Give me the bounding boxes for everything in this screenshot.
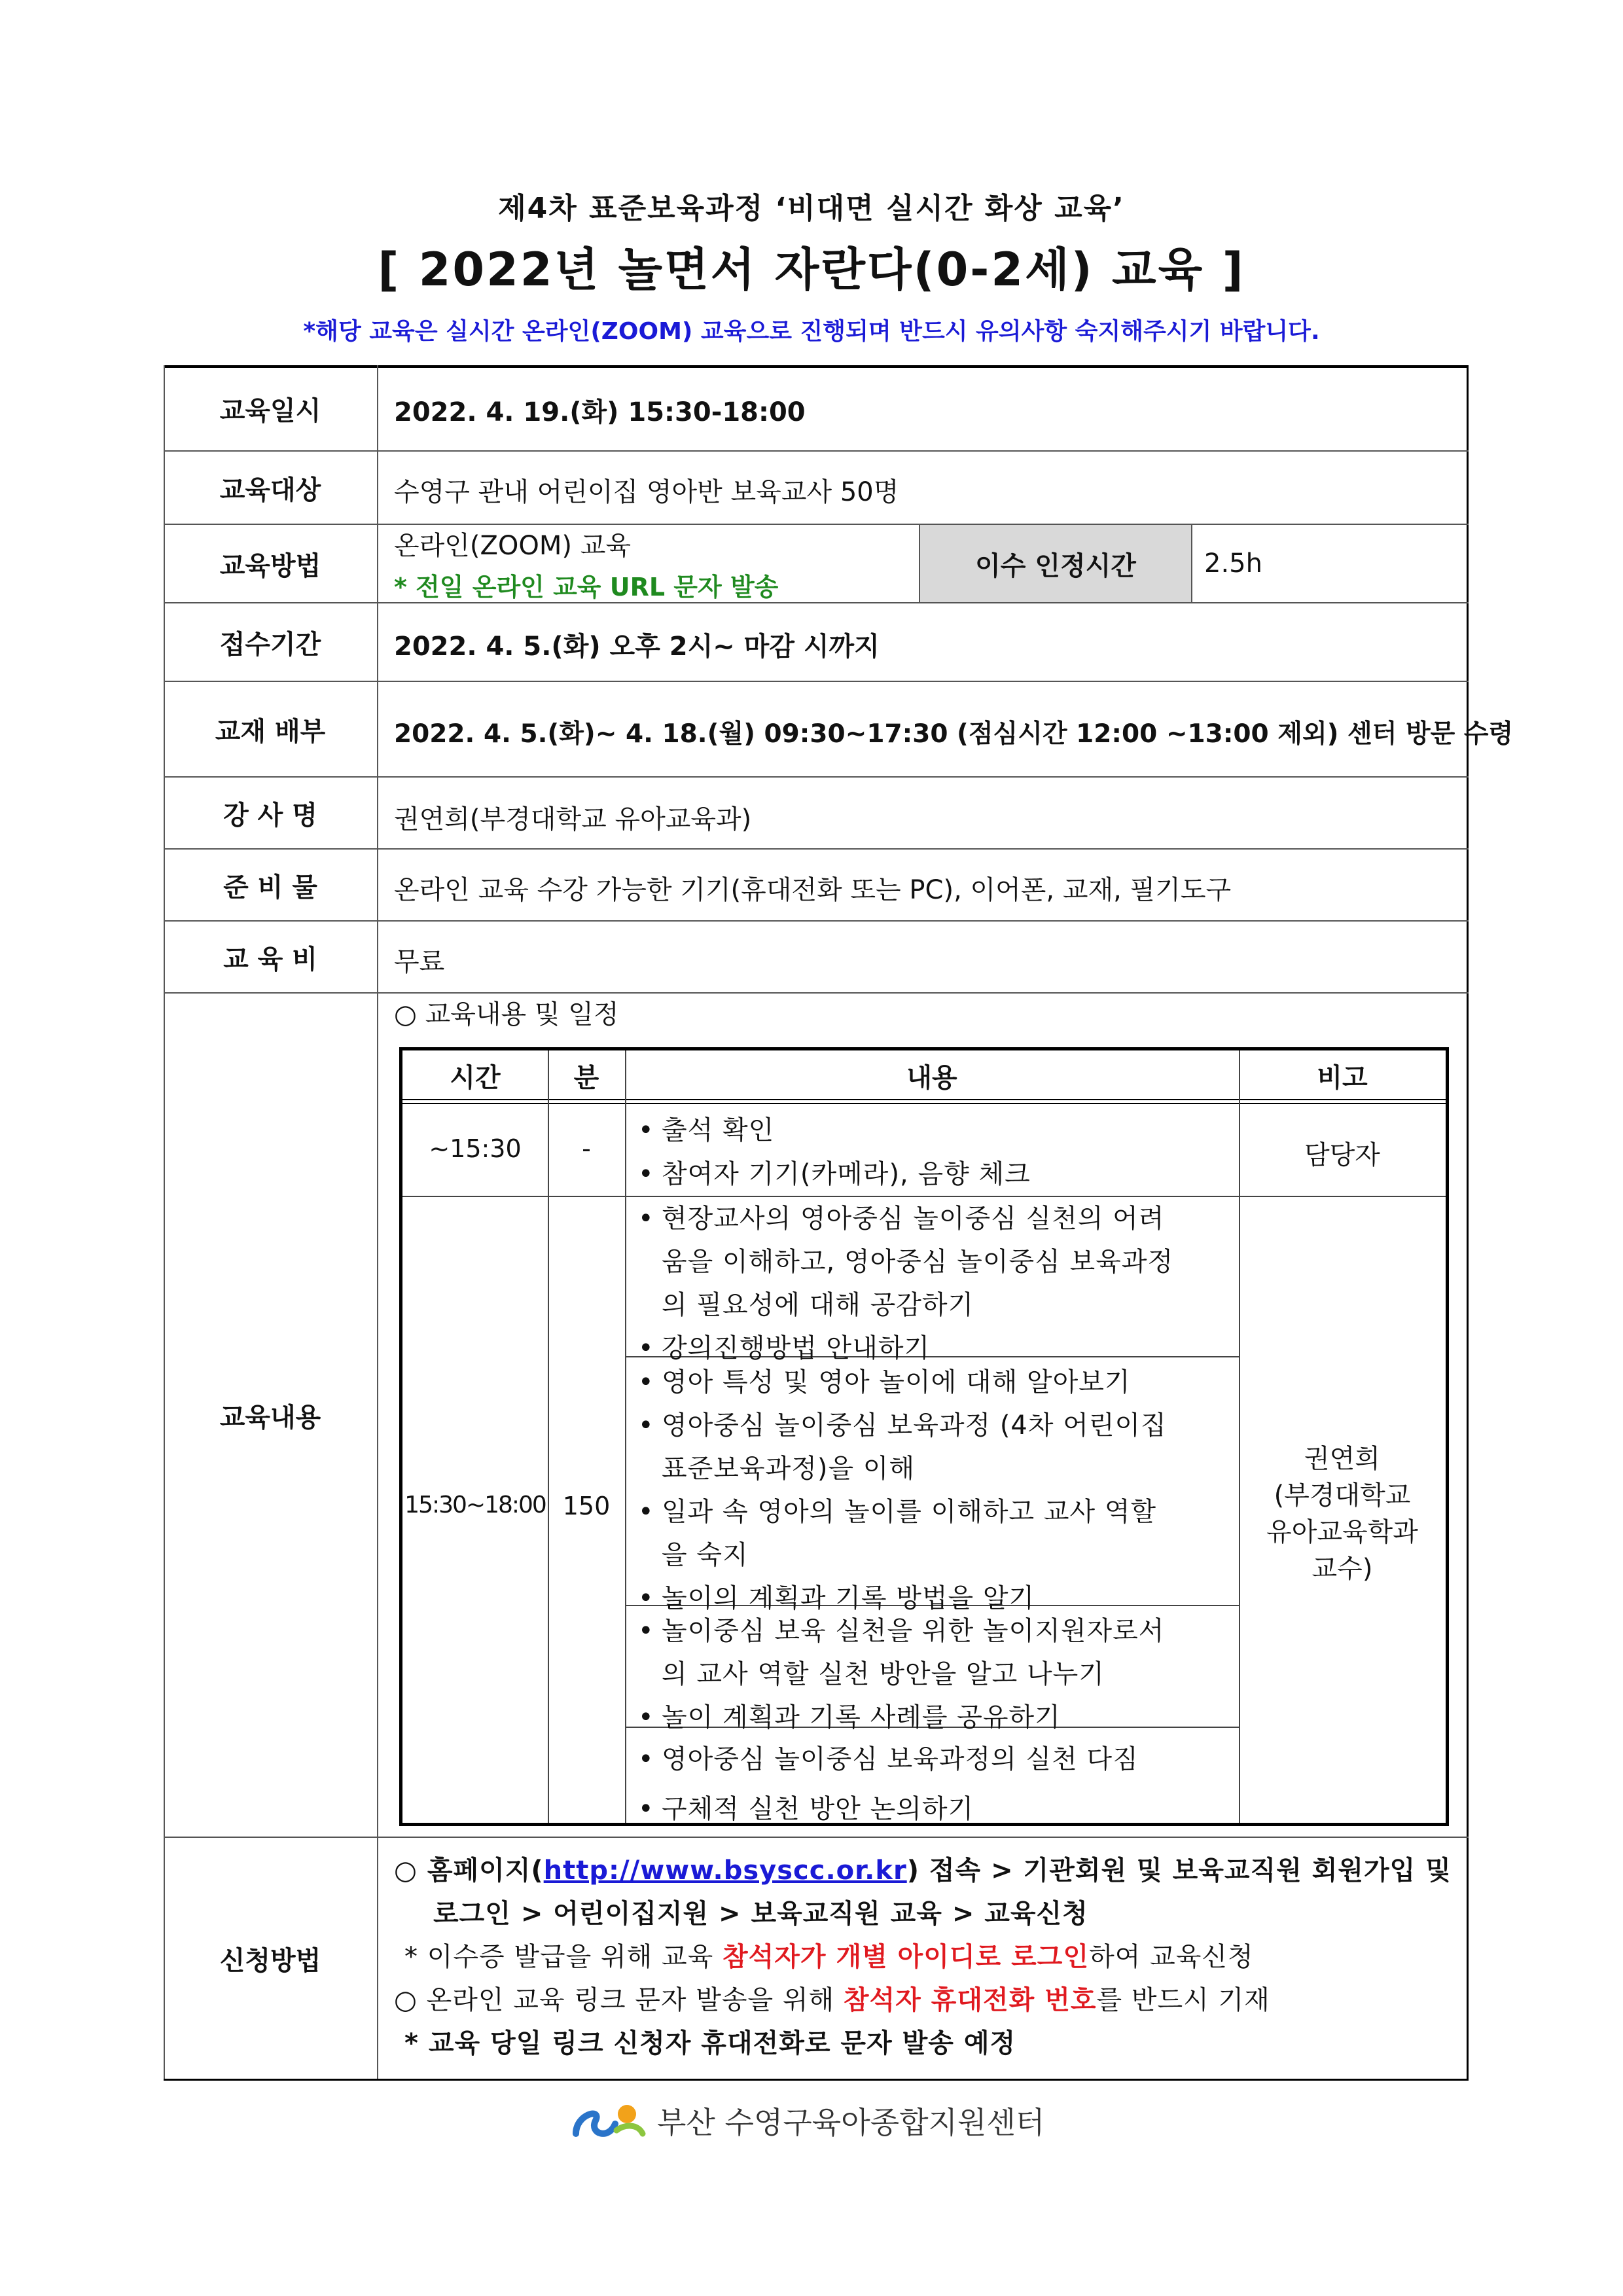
label-instructor: 강 사 명 — [223, 800, 317, 831]
col-divider — [625, 1050, 626, 1823]
center-logo-icon — [569, 2094, 648, 2147]
method-note: * 전일 온라인 교육 URL 문자 발송 — [394, 573, 779, 601]
row2-item: • 강의진행방법 안내하기 — [638, 1333, 931, 1363]
apply-line4: ○ 온라인 교육 링크 문자 발송을 위해 참석자 휴대전화 번호를 반드시 기재 — [394, 1985, 1270, 2015]
row1-minutes: - — [582, 1134, 591, 1163]
label-date: 교육일시 — [219, 395, 321, 426]
apply-line5: * 교육 당일 링크 신청자 휴대전화로 문자 발송 예정 — [404, 2028, 1016, 2058]
row1-item: • 참여자 기기(카메라), 음향 체크 — [638, 1159, 1031, 1189]
header-minutes: 분 — [573, 1063, 599, 1093]
row2-item: • 놀이중심 보육 실천을 위한 놀이지원자로서 — [638, 1616, 1165, 1646]
row2-item: • 놀이 계획과 기록 사례를 공유하기 — [638, 1702, 1061, 1732]
label-fee: 교 육 비 — [223, 944, 317, 975]
value-prep: 온라인 교육 수강 가능한 기기(휴대전화 또는 PC), 이어폰, 교재, 필기도구 — [394, 875, 1232, 905]
row1-time: ~15:30 — [429, 1134, 522, 1163]
header-note: 비고 — [1317, 1063, 1368, 1093]
apply-line2: 로그인 > 어린이집지원 > 보육교직원 교육 > 교육신청 — [433, 1899, 1088, 1929]
row-divider — [402, 1196, 1446, 1197]
label-apply: 신청방법 — [219, 1945, 321, 1976]
row2-item-cont: 의 교사 역할 실천 방안을 알고 나누기 — [662, 1659, 1105, 1689]
row2-item-cont: 표준보육과정)을 이해 — [662, 1454, 916, 1484]
content-heading: ○ 교육내용 및 일정 — [394, 999, 619, 1030]
label-method: 교육방법 — [219, 550, 321, 581]
row2-item: • 놀이의 계획과 기록 방법을 알기 — [638, 1583, 1035, 1613]
col-divider — [548, 1050, 549, 1823]
row1-note: 담당자 — [1304, 1140, 1380, 1170]
row2-item: • 구체적 실천 방안 논의하기 — [638, 1794, 974, 1824]
header-time: 시간 — [450, 1063, 501, 1093]
label-materials: 교재 배부 — [215, 716, 326, 747]
row2-item-cont: 을 숙지 — [662, 1540, 749, 1570]
row1-item: • 출석 확인 — [638, 1115, 775, 1145]
homepage-link[interactable]: http://www.bsyscc.or.kr — [543, 1856, 907, 1886]
apply-line1: ○ 홈페이지(http://www.bsyscc.or.kr) 접속 > 기관회원 및 보육교직원 회원가입 및 — [394, 1856, 1452, 1886]
footer-org-name: 부산 수영구육아종합지원센터 — [657, 2105, 1045, 2140]
footer-logo — [569, 2094, 1044, 2147]
document-subtitle: 제4차 표준보육과정 ‘비대면 실시간 화상 교육’ — [498, 192, 1125, 225]
header-content: 내용 — [906, 1063, 957, 1093]
row2-item-cont: 움을 이해하고, 영아중심 놀이중심 보육과정 — [662, 1247, 1174, 1277]
value-instructor: 권연희(부경대학교 유아교육과) — [394, 804, 752, 834]
row2-item: • 현장교사의 영아중심 놀이중심 실천의 어려 — [638, 1204, 1165, 1234]
schedule-table — [399, 1047, 1449, 1826]
row2-item: • 영아중심 놀이중심 보육과정의 실천 다짐 — [638, 1744, 1139, 1774]
value-materials: 2022. 4. 5.(화)~ 4. 18.(월) 09:30~17:30 (점심시간 12:00 ~13:00 제외) 센터 방문 수령 — [394, 719, 1514, 749]
credit-label: 이수 인정시간 — [919, 525, 1192, 602]
row2-time: 15:30~18:00 — [404, 1492, 546, 1518]
label-target: 교육대상 — [219, 475, 321, 505]
label-prep: 준 비 물 — [223, 872, 317, 903]
row2-item: • 영아 특성 및 영아 놀이에 대해 알아보기 — [638, 1367, 1131, 1397]
row2-item: • 영아중심 놀이중심 보육과정 (4차 어린이집 — [638, 1410, 1167, 1441]
row2-item-cont: 의 필요성에 대해 공감하기 — [662, 1290, 974, 1320]
label-reception: 접수기간 — [219, 629, 321, 660]
header-rule — [402, 1103, 1446, 1104]
row2-item: • 일과 속 영아의 놀이를 이해하고 교사 역할 — [638, 1497, 1157, 1527]
value-date: 2022. 4. 19.(화) 15:30-18:00 — [394, 397, 806, 427]
notice-text: *해당 교육은 실시간 온라인(ZOOM) 교육으로 진행되며 반드시 유의사항 숙지해주시기 바랍니다. — [303, 318, 1320, 345]
value-target: 수영구 관내 어린이집 영아반 보육교사 50명 — [394, 477, 899, 507]
label-content: 교육내용 — [219, 1402, 321, 1433]
row2-minutes: 150 — [562, 1492, 611, 1520]
table-bottom-border — [164, 2079, 1469, 2081]
apply-line3: * 이수증 발급을 위해 교육 참석자가 개별 아이디로 로그인하여 교육신청 — [404, 1942, 1254, 1972]
row2-note: 권연희 (부경대학교 유아교육학과 교수) — [1266, 1444, 1418, 1584]
header-rule — [402, 1099, 1446, 1100]
credit-value: 2.5h — [1204, 548, 1262, 579]
label-column-divider — [377, 365, 378, 2080]
value-method: 온라인(ZOOM) 교육 — [394, 531, 632, 561]
document-title: [ 2022년 놀면서 자란다(0-2세) 교육 ] — [378, 243, 1245, 296]
value-reception: 2022. 4. 5.(화) 오후 2시~ 마감 시까지 — [394, 632, 880, 662]
value-fee: 무료 — [394, 947, 445, 977]
